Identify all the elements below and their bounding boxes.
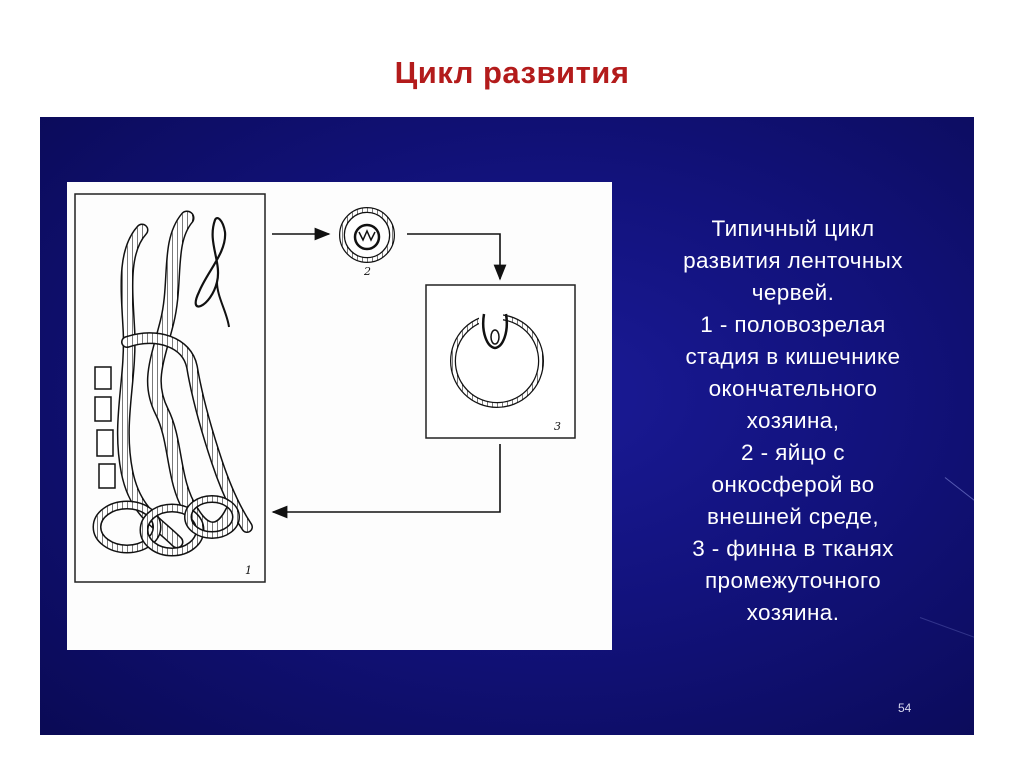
proglottid — [97, 430, 113, 456]
caption-line: стадия в кишечнике — [685, 344, 901, 369]
caption-line: хозяина. — [746, 600, 840, 625]
proglottid — [99, 464, 115, 488]
arrow-egg-to-cyst — [407, 234, 500, 279]
caption-line: внешней среде, — [707, 504, 879, 529]
arrow-cyst-to-adult — [273, 444, 500, 512]
caption-line: развития ленточных — [683, 248, 903, 273]
page-number: 54 — [898, 701, 912, 715]
proglottid — [95, 367, 111, 389]
caption-line: Типичный цикл — [711, 216, 875, 241]
caption-line: окончательного — [708, 376, 878, 401]
caption-line: онкосферой во — [711, 472, 875, 497]
egg-oncosphere — [355, 225, 379, 249]
caption-line: промежуточного — [704, 568, 882, 593]
stage-2-label: 2 — [364, 265, 371, 278]
worm-neck — [196, 218, 225, 306]
caption-line: 3 - финна в тканях — [692, 536, 894, 561]
life-cycle-illustration — [67, 182, 612, 650]
caption-line: хозяина, — [746, 408, 840, 433]
caption-line: 2 - яйцо с — [741, 440, 845, 465]
caption-text — [622, 213, 964, 629]
proglottid — [95, 397, 111, 421]
life-cycle-diagram — [67, 182, 612, 650]
caption-line: 1 - половозрелая — [700, 312, 886, 337]
slide-panel — [40, 117, 974, 735]
stage-1-label: 1 — [245, 564, 252, 577]
slide-title: Цикл развития — [394, 55, 630, 90]
stage-3-label: 3 — [554, 420, 561, 433]
caption-line: червей. — [751, 280, 835, 305]
